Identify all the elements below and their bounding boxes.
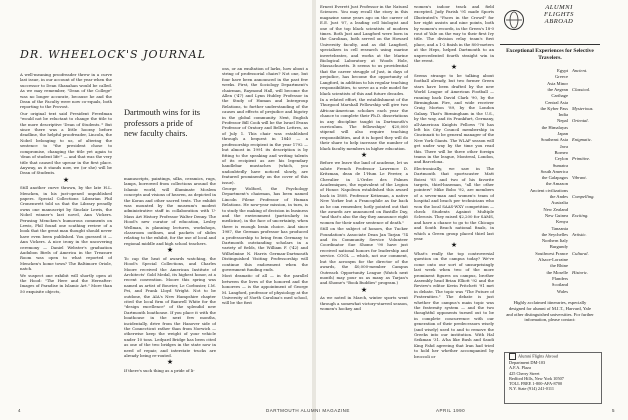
star-divider-icon: ★ — [62, 175, 70, 184]
left-page — [0, 0, 312, 420]
destination-name: Central Asia — [545, 99, 568, 105]
paragraph: manuscripts, paintings, silks, ceramics, rugs, lamps, borrowed from collections around the Islamic world, will illuminate Moslem concepts and visions of heaven, as depicted in the Koran and other sacred texts. The exhibit was mounted by the museum's modest administrative staff in collaboration with U-Mass Art History Professor Walter Denny. The Hood's new curator of education, Lesley Wellman, is planning lectures, workshops, classroom outlines, and packets of slides relating to the exhibit, for the use of local and regional middle and high school teachers. — [124, 176, 216, 246]
destination-name: South America — [540, 168, 568, 174]
destination-name: the Rhine — [550, 263, 568, 269]
destination-name: Wales — [556, 288, 568, 294]
paragraph: Still on the subject of honors, the Tucker Foundation's Associate Dean Jan Tarjan '74 and its Community Service Volunteer Coordinator Sue Shome '90 have just received national honors for leadership and service. COOL — which, not our comment, but the acronym for the director of the awards, the 40,000-member Campus Outreach Opportunity League (Watch next month) may pour us as many as Tarjan's and Shome's "Book Buddies" program.) — [320, 226, 408, 286]
destination-name: the Galapagos — [541, 175, 568, 181]
contact-line-name: Alumni Flights Abroad — [509, 353, 601, 360]
destination-name: Egypt — [557, 68, 568, 73]
paragraph: As we noted in March, winter sports went through a somewhat victory-starved season, women's hockey and — [320, 295, 408, 311]
pull-quote: Dartmouth wins for its professors a pride of new faculty chairs. — [124, 108, 201, 139]
article-column-5 — [414, 4, 494, 404]
travel-advertisement — [500, 0, 600, 420]
destination-name: Burgundy — [549, 244, 568, 250]
destination-name: Ceylon — [554, 156, 568, 162]
paragraph: A well-meaning proofreader threw in a curve last issue, in our account of the year when the successor to Dean Shanahan would be called. As we may remember, "Dean of the College" was no longer accurate, because he and the Dean of the Faculty were now co-equals, both reporting to the Provost. — [20, 72, 112, 110]
star-divider-icon: ★ — [360, 150, 368, 159]
ad-tagline: Exceptional Experiences for Selective Travelers. — [506, 48, 594, 61]
destination-name: Nepal — [557, 118, 568, 124]
destination-name: New Guinea — [544, 212, 568, 218]
page-number: 5 — [612, 408, 616, 413]
article-column-1 — [20, 72, 112, 404]
destination-category: Enigmatic. — [572, 137, 593, 143]
logo-line: ABROAD — [544, 18, 574, 25]
paragraph: Seems strange to be talking about football already, but two former Green stars have been drafted by the new World League of American Football — running back David Clark '90, by the Birmingham Fire, and wide receiver Craig Morton '89, by the London Galaxy. That's Birmingham in the U.S., by the way, and its Frankfurt, Germany, all-American Knights Fellows '76 has left his City Council membership in Cincinnati to be general manager of the New York Giants. The WLAF season will get under way by the time you read this. There will be three other foreign teams in the league, Montreal, London, and Barcelona. — [414, 72, 494, 165]
destination-name: India — [558, 112, 568, 118]
contact-box — [504, 352, 602, 404]
star-divider-icon: ★ — [360, 285, 368, 294]
destination-name: Japan — [557, 131, 568, 136]
paragraph: In a related effort, the establishment of the Thurgood Marshall Fellowship will give two African-American scholars each year the chance to complete their Ph.D. dissertations in any discipline taught in Dartmouth's curriculum. The fellowships' $20,000 stipend will also require teaching responsibilities, and it is hoped they will do their share to help increase the number of black faculty members in higher education. — [320, 96, 408, 151]
paragraph: Ernest Everett Just Professor in the Natural Sciences. You may recall the story in this magazine some years ago on the career of E.E. Just '07, a leading cell biologist and one of the top black scientists of modern times. Both Just and Langford were born in the Carolinas, both served on the Howard University faculty, and as did Langford, specializes in cell research using marine invertebrates, and works at the Marine Biological Laboratory at Woods Hole, Massachusetts. It seems to us providential that the career struggle of Just, in days of prejudice, has become the opportunity of Langford, in addition to his regular teaching responsibilities, to serve as a role model for black scientists of this and future decades. — [320, 4, 408, 96]
paragraph: ons, or an exultation of larks, how about a string of professorial chairs? Not one, but four have been announced in the past few weeks. First, the Sociology Department's chairman, Raymond Hall, will become the Allen ('47) and Lynn Hubley Professor in the Study of Human and Intergroup Relations, to further understanding of the causes and effects of prejudice and bigotry in the global community. Next, English Professor Bill Cook will be the Israel Evans Professor of Oratory and Belles Lettres, as of July 1. This chair was established through a bequest in 1840 — a professorship recipient in the year 1792 — but almost in 1991 its description is by fitting to the speaking and writing talents of its recipient as are his legendary handlebar mustaches (which, you undoubtedly have noticed slowly, are featured prominently on the cover of this issue). — [222, 66, 308, 185]
destination-name: Ancient civilizations — [529, 187, 568, 193]
destination-category: Vibrant. — [572, 175, 587, 181]
destination-name: the Aegean — [547, 86, 568, 92]
logo-line: FLIGHTS — [544, 11, 574, 18]
contact-line: A.F.A. Plaza — [509, 365, 531, 371]
destination-category: Primitive. — [572, 156, 591, 162]
destination-name: Asia Minor — [546, 80, 568, 86]
destination-name: Southeast Asia — [540, 137, 568, 143]
destination-category: Cultural. — [572, 250, 589, 256]
contact-line: TOLL FREE 1-800-AFA-8700 — [509, 381, 563, 387]
magazine-name: DARTMOUTH ALUMNI MAGAZINE — [266, 408, 350, 413]
destination-name: Flanders — [552, 275, 568, 281]
destination-name: New Zealand — [543, 206, 568, 212]
paragraph: If there's such thing as a pride of li- — [124, 367, 195, 373]
paragraph: Our original text said President Freedman "would not be reluctant to change the title to the more descriptive 'Dean of Students.'" But since there was a little hooray before deadline, the helpful proofreader, Lincoln, the Nobel belonging to us, of altering the sentence to "the president chose to compromise, changing the title yet again to 'dean of student life'" — and that was the very title that caused the uproar in the first place. Anyway, as it stands now, we (or she) will be Dean of Students. — [20, 110, 112, 176]
destination-name: the Seychelles — [541, 231, 568, 237]
destination-category: Ancient. — [572, 68, 588, 73]
paragraph: To cap the heat of awards watching, the Hood's Special Collections, and Charles Moore received the American Institute of Architects' Gold Medal, its highest honor, at a recent convention. Moore this spring was named as artist of Bouvier, Le Corbusier, I.M. Pei, and Frank Lloyd Wright. Not to be outdone, the AIA's New Hampshire chapter cited the local firm of Banwell White for the "design excellence" of the splendid new Dartmouth boathouse. If you place it with the boathouse in the next few months, incidentally, drive from the Hanover side of the Connecticut rather than from Norwich — otherwise keep the weight of your vehicle under 10 tons. Ledyard Bridge has been cited as one of the two bridges in the state now in need of repair, and interstate trucks are already being re-routed. — [124, 255, 216, 358]
checkbox-icon — [509, 353, 516, 360]
destination-name: Greece — [554, 74, 568, 80]
destination-name: Southwest France — [535, 250, 568, 256]
destination-name: Carthage — [551, 93, 568, 99]
destination-name: the Himalayas — [541, 124, 568, 130]
paragraph: We suspect one exhibit will shortly open at the Hood: "The Here and the Hereafter: Images of Paradise in Islamic Art." More than 50 exquisite objects, — [20, 272, 112, 294]
destination-name: Alsace-Lorraine — [538, 257, 568, 262]
destination-name: Australia — [551, 200, 568, 206]
star-divider-icon: ★ — [166, 358, 174, 367]
destination-category: Exciting. — [572, 212, 589, 218]
article-column-2 — [124, 176, 216, 404]
article-column-4 — [320, 4, 408, 404]
destination-name: Borneo — [554, 149, 568, 155]
paragraph: women's indoor track and field excepted. Judy Parish '91 made Sports Illustrated's "Faces in the Crowd" for her eight assists and nine points, both by women's records, in the Green's 18-0 rout of Yale on the way to their first Ivy title. The division relay team's first place, and a 1-2 finish in the 800-meters at the Heps, helped Dartmouth to an unprecedented fourth straight win in the event. — [414, 4, 494, 64]
destination-name: Scotland — [551, 282, 568, 288]
destination-category: Historic. — [572, 269, 589, 275]
destination-name: the Amazon — [545, 181, 568, 187]
paragraph: Before we leave the land of academe, let us salute French Professor Lawrence D. Kritzman, dean de 1'Hum Le Ferrier, a Chevalier in L'Ordre des Palmes Academiques, the equivalent of the Legion of Honor. Napoleon established this award back in 1808. Professor Kritzman, a native New Yorker but a Francophile as far back as he can remember, hotly pointed out that the awards are announced on Bastille Day, "and that's also the day they announce eight women for their under sentence of death." — [320, 160, 408, 225]
destination-name: the Kyber Pass — [540, 105, 568, 111]
paragraph: Electronically, we saw in The Dartmouth that sportscaster Matt Boiesi '93 and two of his favorite targets, third-baseman, "all the other pointers" Mike Bobo '92, are members of a seven-man and women's team of hospital and beach per technicians who won the local SAAS-WXY competition — check Students Against Multiple Sclerosis. They raised $2,200 for SAMS, and have a chance to go to the Chicago and South Beach national finals, in which a Green group placed third last year. — [414, 165, 494, 242]
star-divider-icon: ★ — [450, 63, 458, 72]
destination-name: Northern Italy — [541, 238, 568, 244]
destination-name: Kenya — [556, 219, 568, 225]
divider — [500, 44, 600, 45]
destination-category: Artistic. — [572, 231, 587, 237]
paragraph: George Wolford, the Psychology Department's chairman, has been named Lincoln Filene Professor of Human Relations. He now-year mission, in turn, is to study the making of decision in business and the environment (particularly in medicine), in the face of uncertainty, when there is enough brain choice. And since 1987, the German professor has produced a professorship to bring from Germany to Dartmouth outstanding scholars in a variety of fields, the William F. ('42) and Wilhelmine N. Harris German-Dartmouth Distinguished Visiting Professorship will continue this endowment when the government funding ends. — [222, 185, 308, 273]
paragraph: Most dramatic of all — in the parallel between the lives of the honored and the honorees — is the appointment of George M. Langford, professor of physiology at the University of North Carolina's med school, will be the first — [222, 273, 308, 306]
page-number: 4 — [18, 408, 22, 413]
contact-line: 425 Cherry Street — [509, 370, 540, 376]
destination-name: Java — [559, 143, 568, 149]
destination-name: the Andes — [549, 194, 568, 199]
ad-description: Highly acclaimed itineraries, especially designed for alumni of M.I.T., Harvard, Yale and other distinguished universities. For further information, please contact: — [506, 300, 594, 323]
article-column-3 — [222, 66, 308, 404]
destination-category: Mysterious. — [572, 105, 594, 111]
contact-line: N.Y. State (914) 241-0111 — [509, 386, 555, 392]
destination-name: Tanzania — [551, 225, 568, 231]
destination-category: Classical. — [572, 86, 591, 92]
destination-name: Sumatra — [552, 162, 568, 168]
ad-logo — [516, 4, 602, 42]
column-title: DR. WHEELOCK'S JOURNAL — [20, 48, 206, 61]
contact-line: Department DM-103 — [509, 360, 546, 365]
paragraph: Still another curve thrown, by the late H.L. Mencken, in his just-opened unpublished papers. Special Collections Librarian Phil Cronenwett told us that the Library proudly owns one manuscript by Sinclair Lewis, the Nobel winner's last novel, Ann Vickers. Perusing Mencken's humorous comments on Lewis, Phil found one scathing review of a book that the great man thought should never have even been published. You guessed it — Ann Vickers. A nice irony in the uncovering ceremony — Daniel Webster's graduation Audubon Birds of America in the Treasure Room was open to what reported of Mencken's home town? The Baltimore Oriole, natch. — [20, 185, 112, 272]
star-divider-icon: ★ — [166, 246, 174, 255]
star-divider-icon: ★ — [450, 241, 458, 250]
issue-date: APRIL 1990 — [436, 408, 466, 413]
destination-category: Compelling. — [572, 194, 595, 199]
destination-name: the Moselle — [546, 269, 568, 275]
logo-line: ALUMNI — [545, 4, 573, 11]
paragraph: What's really the top controversial question on the campus today? We've come onto our sort of unsurprisingly last week when two of the more prominent figures on campus, brother Assembly head Brian Elliott '92 and the Review's editor Kevin Pritchett '91 met in debate. The topic was "The Future of Fraternities." The debate is just whether the campus's main topic was the fraternity system — and the two thoughtful opponents turned out to be in complete concurrence with our generation of their predecessors wisely (and wisely) used to and to remove the Greeks into our institution. With Hal Seikman '31. A'ha like Bush and Saudi King Fahd agreeing that Iran had tried to hold her whether accompanied by broccoli or — [414, 250, 494, 359]
contact-line: Bedford Hills, New York 10507 — [509, 375, 564, 381]
destination-category: Oriental. — [572, 118, 589, 124]
